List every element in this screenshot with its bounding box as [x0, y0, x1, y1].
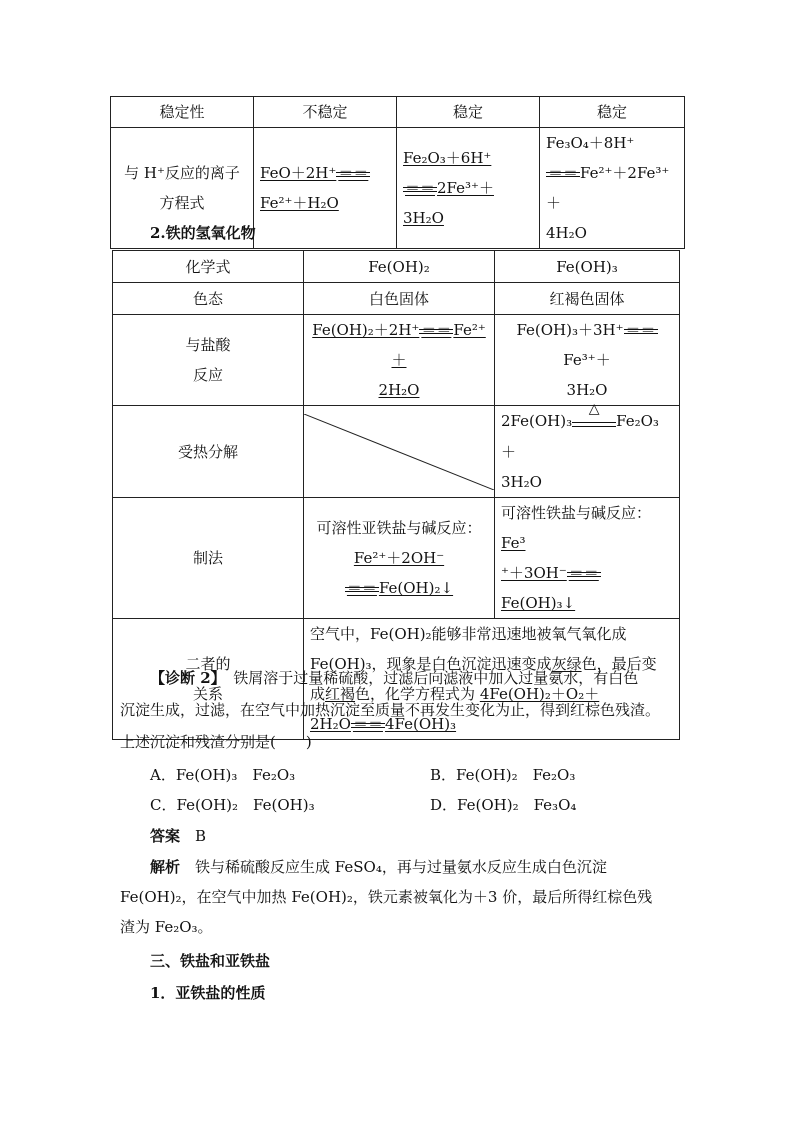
cell-fe2o3-equation: Fe₂O₃＋6H⁺ ＝＝ 2Fe³⁺＋3H₂O	[397, 128, 540, 249]
cell-heat-label: 受热分解	[113, 406, 304, 498]
heat-triangle-icon: △	[588, 401, 600, 417]
cell-formula-label: 化学式	[113, 251, 304, 283]
cell-feoh3-heat: 2Fe(OH)₃ △ Fe₂O₃＋ 3H₂O	[495, 406, 680, 498]
subsection-ferrous-salts: 1．亚铁盐的性质	[150, 984, 266, 1002]
cell-feoh3-color: 红褐色固体	[495, 283, 680, 315]
diagonal-line	[304, 414, 494, 490]
option-a: A．Fe(OH)₃ Fe₂O₃	[150, 766, 296, 784]
cell-feoh2-color: 白色固体	[304, 283, 495, 315]
cell-fe3o4-equation: Fe₃O₄＋8H⁺ ＝＝ Fe²⁺＋2Fe³⁺＋ 4H₂O	[540, 128, 685, 249]
explanation-line-2: Fe(OH)₂，在空气中加热 Fe(OH)₂，铁元素被氧化为＋3 价，最后所得红棕色残	[120, 888, 653, 906]
diag-line-3: 上述沉淀和残渣分别是( )	[120, 733, 312, 751]
cell-fe2o3-stability: 稳定	[397, 97, 540, 128]
cell-relation-label: 二者的 关系	[113, 619, 304, 740]
cell-feoh2-heat-empty	[304, 406, 495, 498]
cell-feoh3-formula: Fe(OH)₃	[495, 251, 680, 283]
explanation-line-3: 渣为 Fe₂O₃。	[120, 918, 213, 936]
cell-acid-label: 与盐酸 反应	[113, 315, 304, 406]
diag-line-2: 沉淀生成，过滤，在空气中加热沉淀至质量不再发生变化为止，得到红棕色残渣。	[120, 701, 661, 719]
option-b: B．Fe(OH)₂ Fe₂O₃	[430, 766, 576, 784]
cell-relation-text: 空气中，Fe(OH)₂能够非常迅速地被氧气氧化成 Fe(OH)₃，现象是白色沉淀迅速变成灰绿色，最后变 成红褐色，化学方程式为 4Fe(OH)₂＋O₂＋ 2H₂O ＝＝ 4Fe(OH)₃	[304, 619, 680, 740]
answer-line: 答案 B	[150, 827, 207, 845]
section-title-hydroxides: 2.铁的氢氧化物	[150, 224, 256, 242]
cell-feo-equation: FeO＋2H⁺ ＝＝ Fe²⁺＋H₂O	[254, 128, 397, 249]
cell-fe3o4-stability: 稳定	[540, 97, 685, 128]
section-title-salts: 三、铁盐和亚铁盐	[150, 952, 271, 970]
explanation-line-1: 解析 铁与稀硫酸反应生成 FeSO₄，再与过量氨水反应生成白色沉淀	[150, 858, 607, 876]
cell-feoh2-formula: Fe(OH)₂	[304, 251, 495, 283]
option-c: C．Fe(OH)₂ Fe(OH)₃	[150, 796, 315, 814]
cell-feo-stability: 不稳定	[254, 97, 397, 128]
cell-feoh2-acid: Fe(OH)₂＋2H⁺ ＝＝ Fe²⁺＋ 2H₂O	[304, 315, 495, 406]
diag-line-1: 【诊断 2】 铁屑溶于过量稀硫酸，过滤后向滤液中加入过量氨水，有白色	[150, 669, 639, 687]
cell-stability-label: 稳定性	[111, 97, 254, 128]
cell-feoh3-prep: 可溶性铁盐与碱反应：Fe³ ⁺＋3OH⁻ ＝＝Fe(OH)₃↓	[495, 498, 680, 619]
cell-color-label: 色态	[113, 283, 304, 315]
cell-prep-label: 制法	[113, 498, 304, 619]
cell-h-reaction-label: 与 H⁺反应的离子方程式	[111, 128, 254, 249]
option-d: D．Fe(OH)₂ Fe₃O₄	[430, 796, 577, 814]
cell-feoh2-prep: 可溶性亚铁盐与碱反应： Fe²⁺＋2OH⁻ ＝＝ Fe(OH)₂↓	[304, 498, 495, 619]
cell-feoh3-acid: Fe(OH)₃＋3H⁺ ＝＝Fe³⁺＋ 3H₂O	[495, 315, 680, 406]
